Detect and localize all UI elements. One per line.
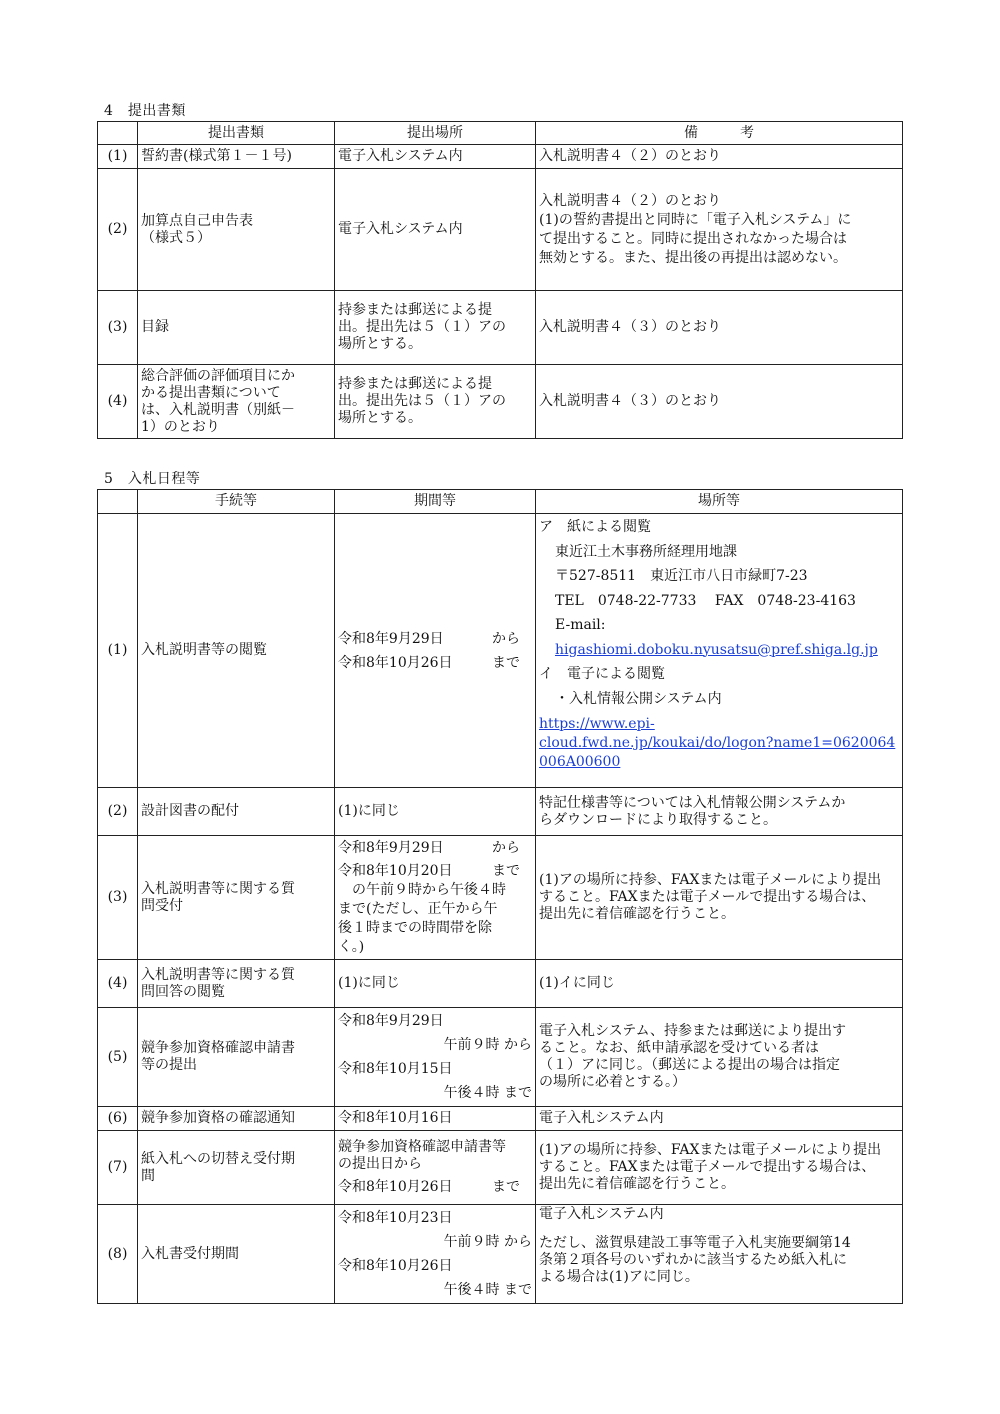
header-place: 場所等	[536, 490, 903, 514]
table-row: (1) 入札説明書等の閲覧 令和8年9月29日 から 令和8年10月26日 まで ア 紙による閲覧 東近江土木事務所経理用地課 〒527-8511 東近江市八日市緑町7-23 TEL 0748-22-7733 FAX 0748-23-4163 E-mail: higashiomi.doboku.nyusatsu@pref.shiga.lg.jp イ 電子による閲覧 ・入札情報公開システム内 https://www.epi- cloud.fwd.ne.jp/koukai/do/logon?name1=0620064 006A00600	[98, 514, 903, 788]
table-row: (2) 設計図書の配付 (1)に同じ 特記仕様書等については入札情報公開システムか らダウンロードにより取得すること。	[98, 788, 903, 836]
table-row: (3) 目録 持参または郵送による提 出。提出先は５（１）アの 場所とする。 入札説明書４（３）のとおり	[98, 291, 903, 365]
table-row: (2) 加算点自己申告表 （様式５） 電子入札システム内 入札説明書４（２）のとおり (1)の誓約書提出と同時に「電子入札システム」に て提出すること。同時に提出されなかった場合は 無効とする。また、提出後の再提出は認めない。	[98, 169, 903, 291]
header-doc: 提出書類	[138, 122, 335, 145]
header-place: 提出場所	[335, 122, 536, 145]
table-row: (4) 入札説明書等に関する質 問回答の閲覧 (1)に同じ (1)イに同じ	[98, 960, 903, 1008]
section5-title: 5 入札日程等	[104, 471, 201, 487]
email-link[interactable]: higashiomi.doboku.nyusatsu@pref.shiga.lg.jp	[555, 641, 878, 658]
url-link[interactable]: cloud.fwd.ne.jp/koukai/do/logon?name1=0620064	[539, 735, 896, 751]
section4-title: 4 提出書類	[104, 103, 186, 119]
header-note: 備 考	[536, 122, 903, 145]
table-header-row	[98, 490, 903, 514]
table-row: (7) 紙入札への切替え受付期 間 競争参加資格確認申請書等 の提出日から 令和8年10月26日 まで (1)アの場所に持参、FAXまたは電子メールにより提出 すること。FAXまたは電子メールで提出する場合は、 提出先に着信確認を行うこと。	[98, 1131, 903, 1205]
table-row: (8) 入札書受付期間 令和8年10月23日 午前９時 から 令和8年10月26日 午後４時 まで 電子入札システム内 ただし、滋賀県建設工事等電子入札実施要綱第14 条第２項各号のいずれかに該当するため紙入札に よる場合は(1)アに同じ。	[98, 1205, 903, 1304]
submission-table	[97, 121, 903, 439]
table-row: (5) 競争参加資格確認申請書 等の提出 令和8年9月29日 午前９時 から 令和8年10月15日 午後４時 まで 電子入札システム、持参または郵送により提出す ること。なお、紙申請承認を受けている者は （１）アに同じ。（郵送による提出の場合は指定 の場所に必着とする。）	[98, 1008, 903, 1107]
table-row: (6) 競争参加資格の確認通知 令和8年10月16日 電子入札システム内	[98, 1107, 903, 1131]
header-period: 期間等	[335, 490, 536, 514]
table-row: (3) 入札説明書等に関する質 問受付 令和8年9月29日 から 令和8年10月20日 まで の午前９時から午後４時 まで(ただし、正午から午 後１時までの時間帯を除 く。) (1)アの場所に持参、FAXまたは電子メールにより提出 すること。FAXまたは電子メールで提出する場合は、 提出先に着信確認を行うこと。	[98, 836, 903, 960]
schedule-table	[97, 489, 903, 1304]
url-link[interactable]: 006A00600	[539, 754, 621, 770]
table-header-row	[98, 122, 903, 145]
table-row: (4) 総合評価の評価項目にか かる提出書類について は、入札説明書（別紙－ 1）のとおり 持参または郵送による提 出。提出先は５（１）アの 場所とする。 入札説明書４（３）のとおり	[98, 365, 903, 439]
table-row: (1) 誓約書(様式第１－１号) 電子入札システム内 入札説明書４（２）のとおり	[98, 145, 903, 169]
url-link[interactable]: https://www.epi-	[539, 716, 655, 732]
header-proc: 手続等	[138, 490, 335, 514]
